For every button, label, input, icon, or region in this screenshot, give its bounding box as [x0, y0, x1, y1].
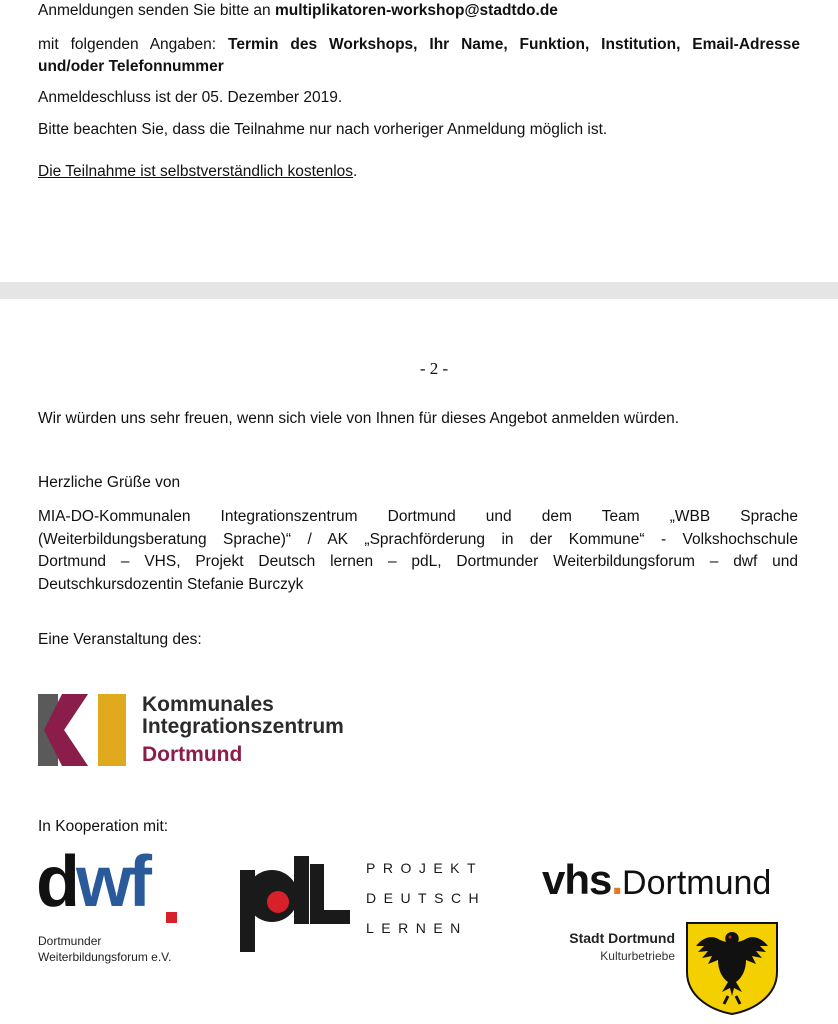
invite-text: Wir würden uns sehr freuen, wenn sich viele von Ihnen für dieses Angebot anmelden würden.	[38, 410, 680, 427]
notice-text: Bitte beachten Sie, dass die Teilnahme nur nach vorheriger Anmeldung möglich ist.	[38, 121, 608, 138]
ki-logo-mark	[38, 694, 128, 766]
pdl-d-stem	[294, 856, 309, 924]
eagle-shield-icon	[684, 920, 780, 1016]
registration-email[interactable]: multiplikatoren-workshop@stadtdo.de	[274, 2, 558, 19]
pdl-word-2: DEUTSCH	[366, 890, 487, 906]
team-line: MIA-DO-Kommunalen Integrationszentrum Dortmund und dem Team „WBB Sprache	[38, 508, 798, 525]
deadline-text: Anmeldeschluss ist der 05. Dezember 2019.	[38, 89, 343, 106]
free-note-underlined: Die Teilnahme ist selbstverständlich kostenlos	[38, 163, 354, 180]
pdl-word-3: LERNEN	[366, 920, 468, 936]
registration-info-line2: und/oder Telefonnummer	[38, 58, 224, 75]
dwf-name-line1: Dortmunder	[38, 934, 102, 948]
pdl-red-dot	[267, 891, 289, 913]
registration-info-bold: Termin des Workshops, Ihr Name, Funktion, Institution, Email-Adresse	[228, 36, 800, 53]
dwf-name-line2: Weiterbildungsforum e.V.	[38, 950, 172, 964]
pdl-logo	[240, 856, 490, 956]
ki-logo-line1: Kommunales	[142, 693, 274, 716]
organizer-label: Eine Veranstaltung des:	[38, 631, 202, 648]
pdl-l-foot	[310, 910, 350, 924]
page-separator	[0, 282, 838, 299]
dwf-red-dot	[166, 912, 177, 923]
page-number: - 2 -	[419, 359, 449, 378]
stadt-logo-line2: Kulturbetriebe	[600, 949, 675, 963]
dwf-mark-d: d	[36, 842, 76, 922]
ki-logo-city: Dortmund	[142, 743, 243, 766]
registration-info	[38, 34, 800, 78]
coop-label: In Kooperation mit:	[38, 818, 169, 835]
vhs-logo-dot: .	[611, 856, 623, 903]
registration-info-line1: mit folgenden Angaben: Termin des Workshops, Ihr Name, Funktion, Institution, Email-Adresse	[38, 36, 800, 53]
registration-line	[38, 2, 558, 20]
vhs-logo-vhs: vhs	[542, 856, 612, 903]
greeting-text: Herzliche Grüße von	[38, 474, 181, 491]
team-line: Dortmund – VHS, Projekt Deutsch lernen – pdL, Dortmunder Weiterbildungsforum – dwf und	[38, 553, 798, 570]
free-note: Die Teilnahme ist selbstverständlich kostenlos.	[38, 163, 358, 180]
team-paragraph	[38, 506, 798, 596]
ki-logo	[38, 694, 378, 770]
ki-logo-line2: Integrationszentrum	[142, 715, 344, 738]
vhs-logo	[542, 856, 771, 904]
pdl-mark	[240, 856, 352, 952]
vhs-logo-city: Dortmund	[622, 864, 772, 902]
stadt-logo-line1: Stadt Dortmund	[569, 930, 675, 946]
dwf-mark	[36, 842, 148, 922]
registration-prefix: Anmeldungen senden Sie bitte an	[38, 2, 275, 19]
pdl-word-1: PROJEKT	[366, 860, 484, 876]
team-line: (Weiterbildungsberatung Sprache)“ / AK „Sprachförderung in der Kommune“ - Volkshochschule	[38, 530, 798, 548]
ki-mark-gold	[98, 694, 126, 766]
team-line: Deutschkursdozentin Stefanie Burczyk	[38, 575, 304, 593]
stadt-logo	[560, 920, 790, 1020]
dwf-mark-wf: wf	[75, 842, 148, 922]
dwf-logo	[36, 842, 198, 970]
